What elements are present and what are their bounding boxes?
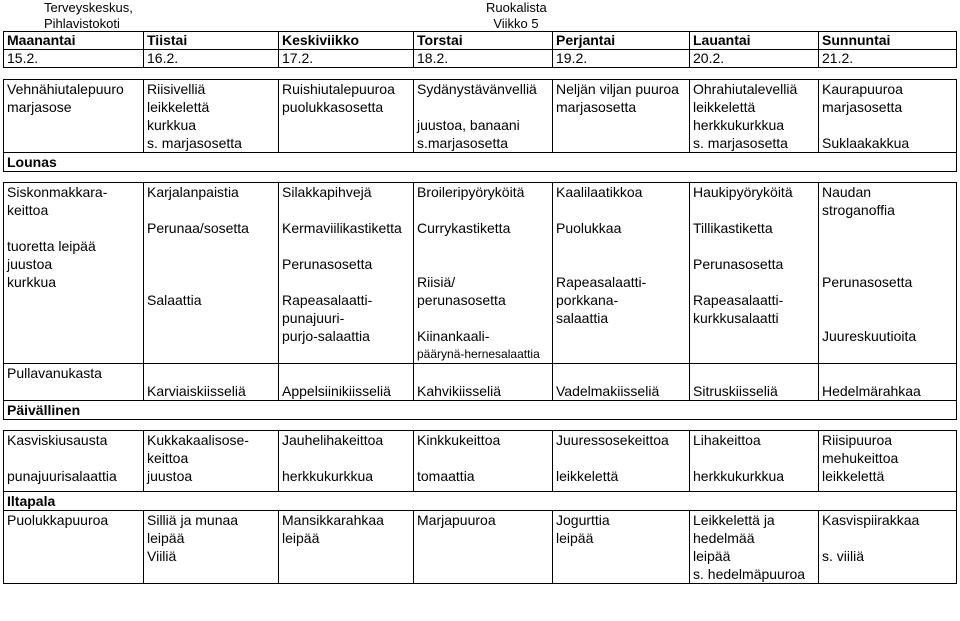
breakfast-cell: Neljän viljan puuroa marjasosetta — [553, 80, 690, 153]
menu-header — [486, 0, 546, 32]
evening-cell: Kasvispiirakkaa s. viiliä — [819, 511, 957, 584]
unit-name: Pihlavistokoti — [44, 16, 120, 31]
dinner-label-row — [4, 401, 957, 420]
breakfast-cell: Ruishiutalepuuroa puolukkasosetta — [279, 80, 414, 153]
section-evening: Iltapala — [4, 492, 957, 511]
lunch-main: Broileripyöryköitä Currykastiketta Riisiä/ perunasosetta Kiinankaali- — [417, 184, 525, 344]
day-header-row — [4, 32, 957, 50]
evening-cell: Jogurttia leipää — [553, 511, 690, 584]
lunch-cell — [414, 183, 553, 364]
spacer-row — [4, 172, 957, 183]
menu-table — [3, 31, 957, 584]
dinner-cell: Kukkakaalisose- keittoa juustoa — [144, 431, 279, 492]
breakfast-cell: Riisivelliä leikkelettä kurkkua s. marjasosetta — [144, 80, 279, 153]
week-label: Viikko 5 — [493, 16, 539, 31]
evening-row — [4, 511, 957, 584]
date-cell: 19.2. — [553, 50, 690, 68]
snack-cell — [4, 364, 144, 401]
spacer-row — [4, 68, 957, 80]
lunch-cell: Naudan stroganoffia Perunasosetta Juureskuutioita — [819, 183, 957, 364]
breakfast-cell: Ohrahiutalevelliä leikkelettä herkkukurkkua s. marjasosetta — [690, 80, 819, 153]
evening-cell: Silliä ja munaa leipää Viiliä — [144, 511, 279, 584]
evening-cell: Puolukkapuuroa — [4, 511, 144, 584]
evening-cell: Mansikkarahkaa leipää — [279, 511, 414, 584]
lunch-label-row — [4, 153, 957, 172]
dessert-cell: Sitruskiisseliä — [690, 364, 819, 401]
lunch-row — [4, 183, 957, 364]
section-dinner: Päivällinen — [4, 401, 957, 420]
snack-label: Pullavanukasta — [7, 365, 102, 381]
day-header: Perjantai — [553, 32, 690, 50]
spacer-row — [4, 420, 957, 431]
date-cell: 17.2. — [279, 50, 414, 68]
date-cell: 21.2. — [819, 50, 957, 68]
lunch-cell: Kaalilaatikkoa Puolukkaa Rapeasalaatti- porkkana- salaattia — [553, 183, 690, 364]
menu-title: Ruokalista — [486, 0, 547, 15]
evening-label-row — [4, 492, 957, 511]
breakfast-cell: Vehnähiutalepuuro marjasose — [4, 80, 144, 153]
day-header: Lauantai — [690, 32, 819, 50]
lunch-salad-extra: päärynä-hernesalaattia — [417, 347, 540, 361]
lunch-cell: Karjalanpaistia Perunaa/sosetta Salaattia — [144, 183, 279, 364]
day-header: Keskiviikko — [279, 32, 414, 50]
date-cell: 16.2. — [144, 50, 279, 68]
date-row — [4, 50, 957, 68]
dinner-cell: Kasviskiusausta punajuurisalaattia — [4, 431, 144, 492]
dessert-row — [4, 364, 957, 401]
day-header: Tiistai — [144, 32, 279, 50]
dinner-cell: Kinkkukeittoa tomaattia — [414, 431, 553, 492]
evening-cell: Marjapuuroa — [414, 511, 553, 584]
facility-name: Terveyskeskus, — [44, 0, 133, 15]
breakfast-cell: Kaurapuuroa marjasosetta Suklaakakkua — [819, 80, 957, 153]
evening-cell: Leikkelettä ja hedelmää leipää s. hedelmäpuuroa — [690, 511, 819, 584]
day-header: Sunnuntai — [819, 32, 957, 50]
dinner-cell: Lihakeittoa herkkukurkkua — [690, 431, 819, 492]
lunch-cell: Silakkapihvejä Kermaviilikastiketta Perunasosetta Rapeasalaatti- punajuuri- purjo-salaattia — [279, 183, 414, 364]
dinner-row — [4, 431, 957, 492]
dessert-cell: Karviaiskiisseliä — [144, 364, 279, 401]
lunch-cell: Haukipyöryköitä Tillikastiketta Perunasosetta Rapeasalaatti- kurkkusalaatti — [690, 183, 819, 364]
dessert-cell: Kahvikiisseliä — [414, 364, 553, 401]
lunch-cell: Siskonmakkara- keittoa tuoretta leipää juustoa kurkkua — [4, 183, 144, 364]
date-cell: 20.2. — [690, 50, 819, 68]
dessert-cell: Appelsiinikiisseliä — [279, 364, 414, 401]
day-header: Torstai — [414, 32, 553, 50]
date-cell: 18.2. — [414, 50, 553, 68]
dessert-cell: Vadelmakiisseliä — [553, 364, 690, 401]
section-lunch: Lounas — [4, 153, 957, 172]
dinner-cell: Riisipuuroa mehukeittoa leikkelettä — [819, 431, 957, 492]
date-cell: 15.2. — [4, 50, 144, 68]
dinner-cell: Juuressosekeittoa leikkelettä — [553, 431, 690, 492]
facility-header — [44, 0, 133, 32]
breakfast-row — [4, 80, 957, 153]
day-header: Maanantai — [4, 32, 144, 50]
breakfast-cell: Sydänystävänvelliä juustoa, banaani s.marjasosetta — [414, 80, 553, 153]
dinner-cell: Jauhelihakeittoa herkkukurkkua — [279, 431, 414, 492]
dessert-cell: Hedelmärahkaa — [819, 364, 957, 401]
